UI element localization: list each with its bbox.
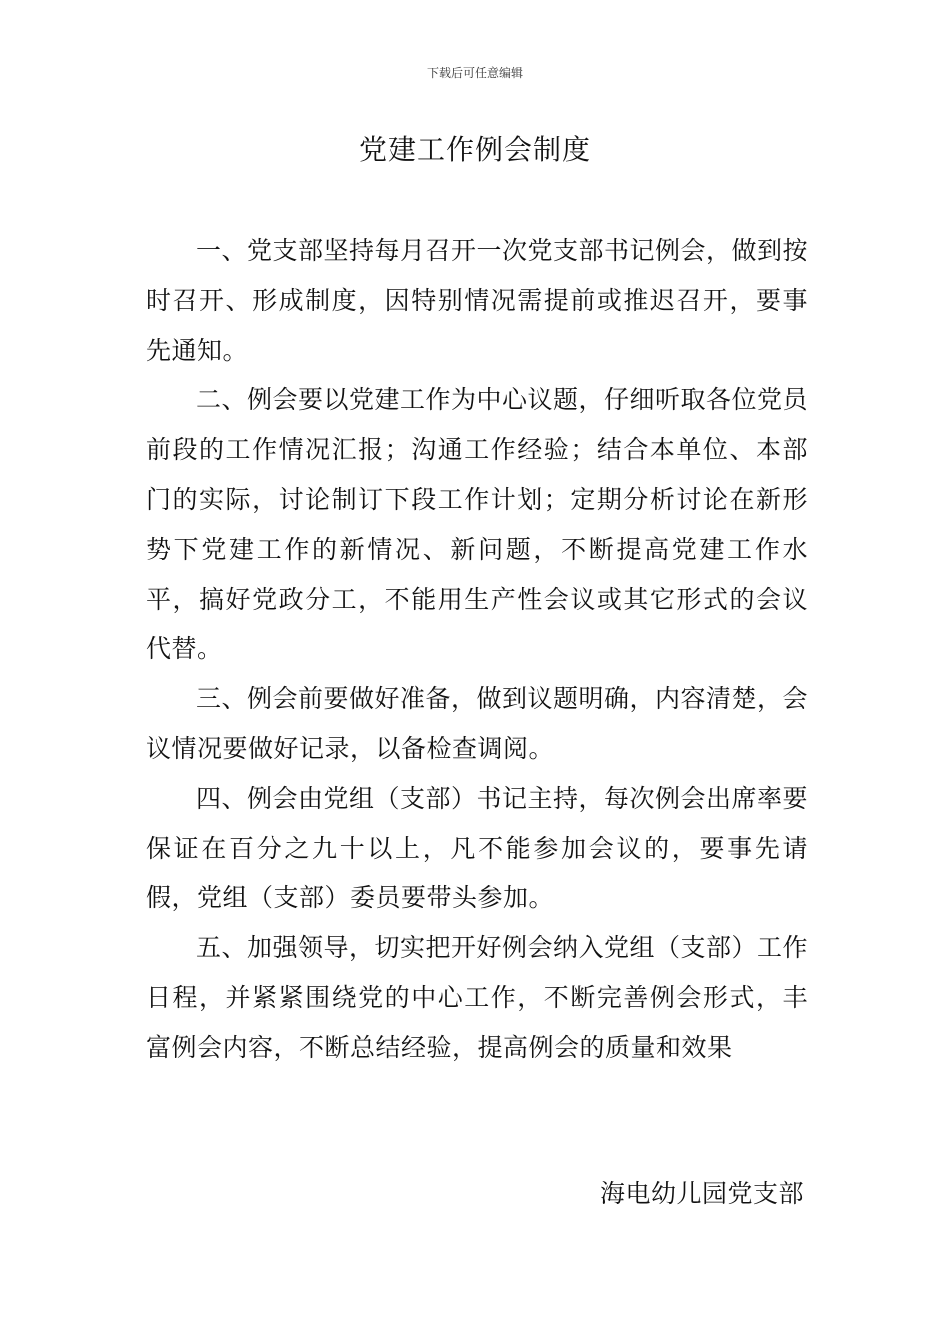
paragraph-1: 一、党支部坚持每月召开一次党支部书记例会，做到按时召开、形成制度，因特别情况需提前或推迟召开，要事先通知。 xyxy=(146,236,809,365)
header-note: 下载后可任意编辑 xyxy=(426,66,523,80)
paragraph-3: 三、例会前要做好准备，做到议题明确，内容清楚，会议情况要做好记录，以备检查调阅。 xyxy=(146,684,809,763)
paragraph-4: 四、例会由党组（支部）书记主持，每次例会出席率要保证在百分之九十以上，凡不能参加会议的，要事先请假，党组（支部）委员要带头参加。 xyxy=(146,783,809,913)
signature-organization: 海电幼儿园党支部 xyxy=(599,1179,804,1208)
document-body xyxy=(146,226,808,1073)
paragraph-5: 五、加强领导，切实把开好例会纳入党组（支部）工作日程，并紧紧围绕党的中心工作，不断完善例会形式，丰富例会内容，不断总结经验，提高例会的质量和效果 xyxy=(146,933,809,1062)
paragraph-2: 二、例会要以党建工作为中心议题，仔细听取各位党员前段的工作情况汇报；沟通工作经验；结合本单位、本部门的实际，讨论制订下段工作计划；定期分析讨论在新形势下党建工作的新情况、新问题，不断提高党建工作水平，搞好党政分工，不能用生产性会议或其它形式的会议代替。 xyxy=(146,385,809,664)
document-title: 党建工作例会制度 xyxy=(358,133,591,166)
